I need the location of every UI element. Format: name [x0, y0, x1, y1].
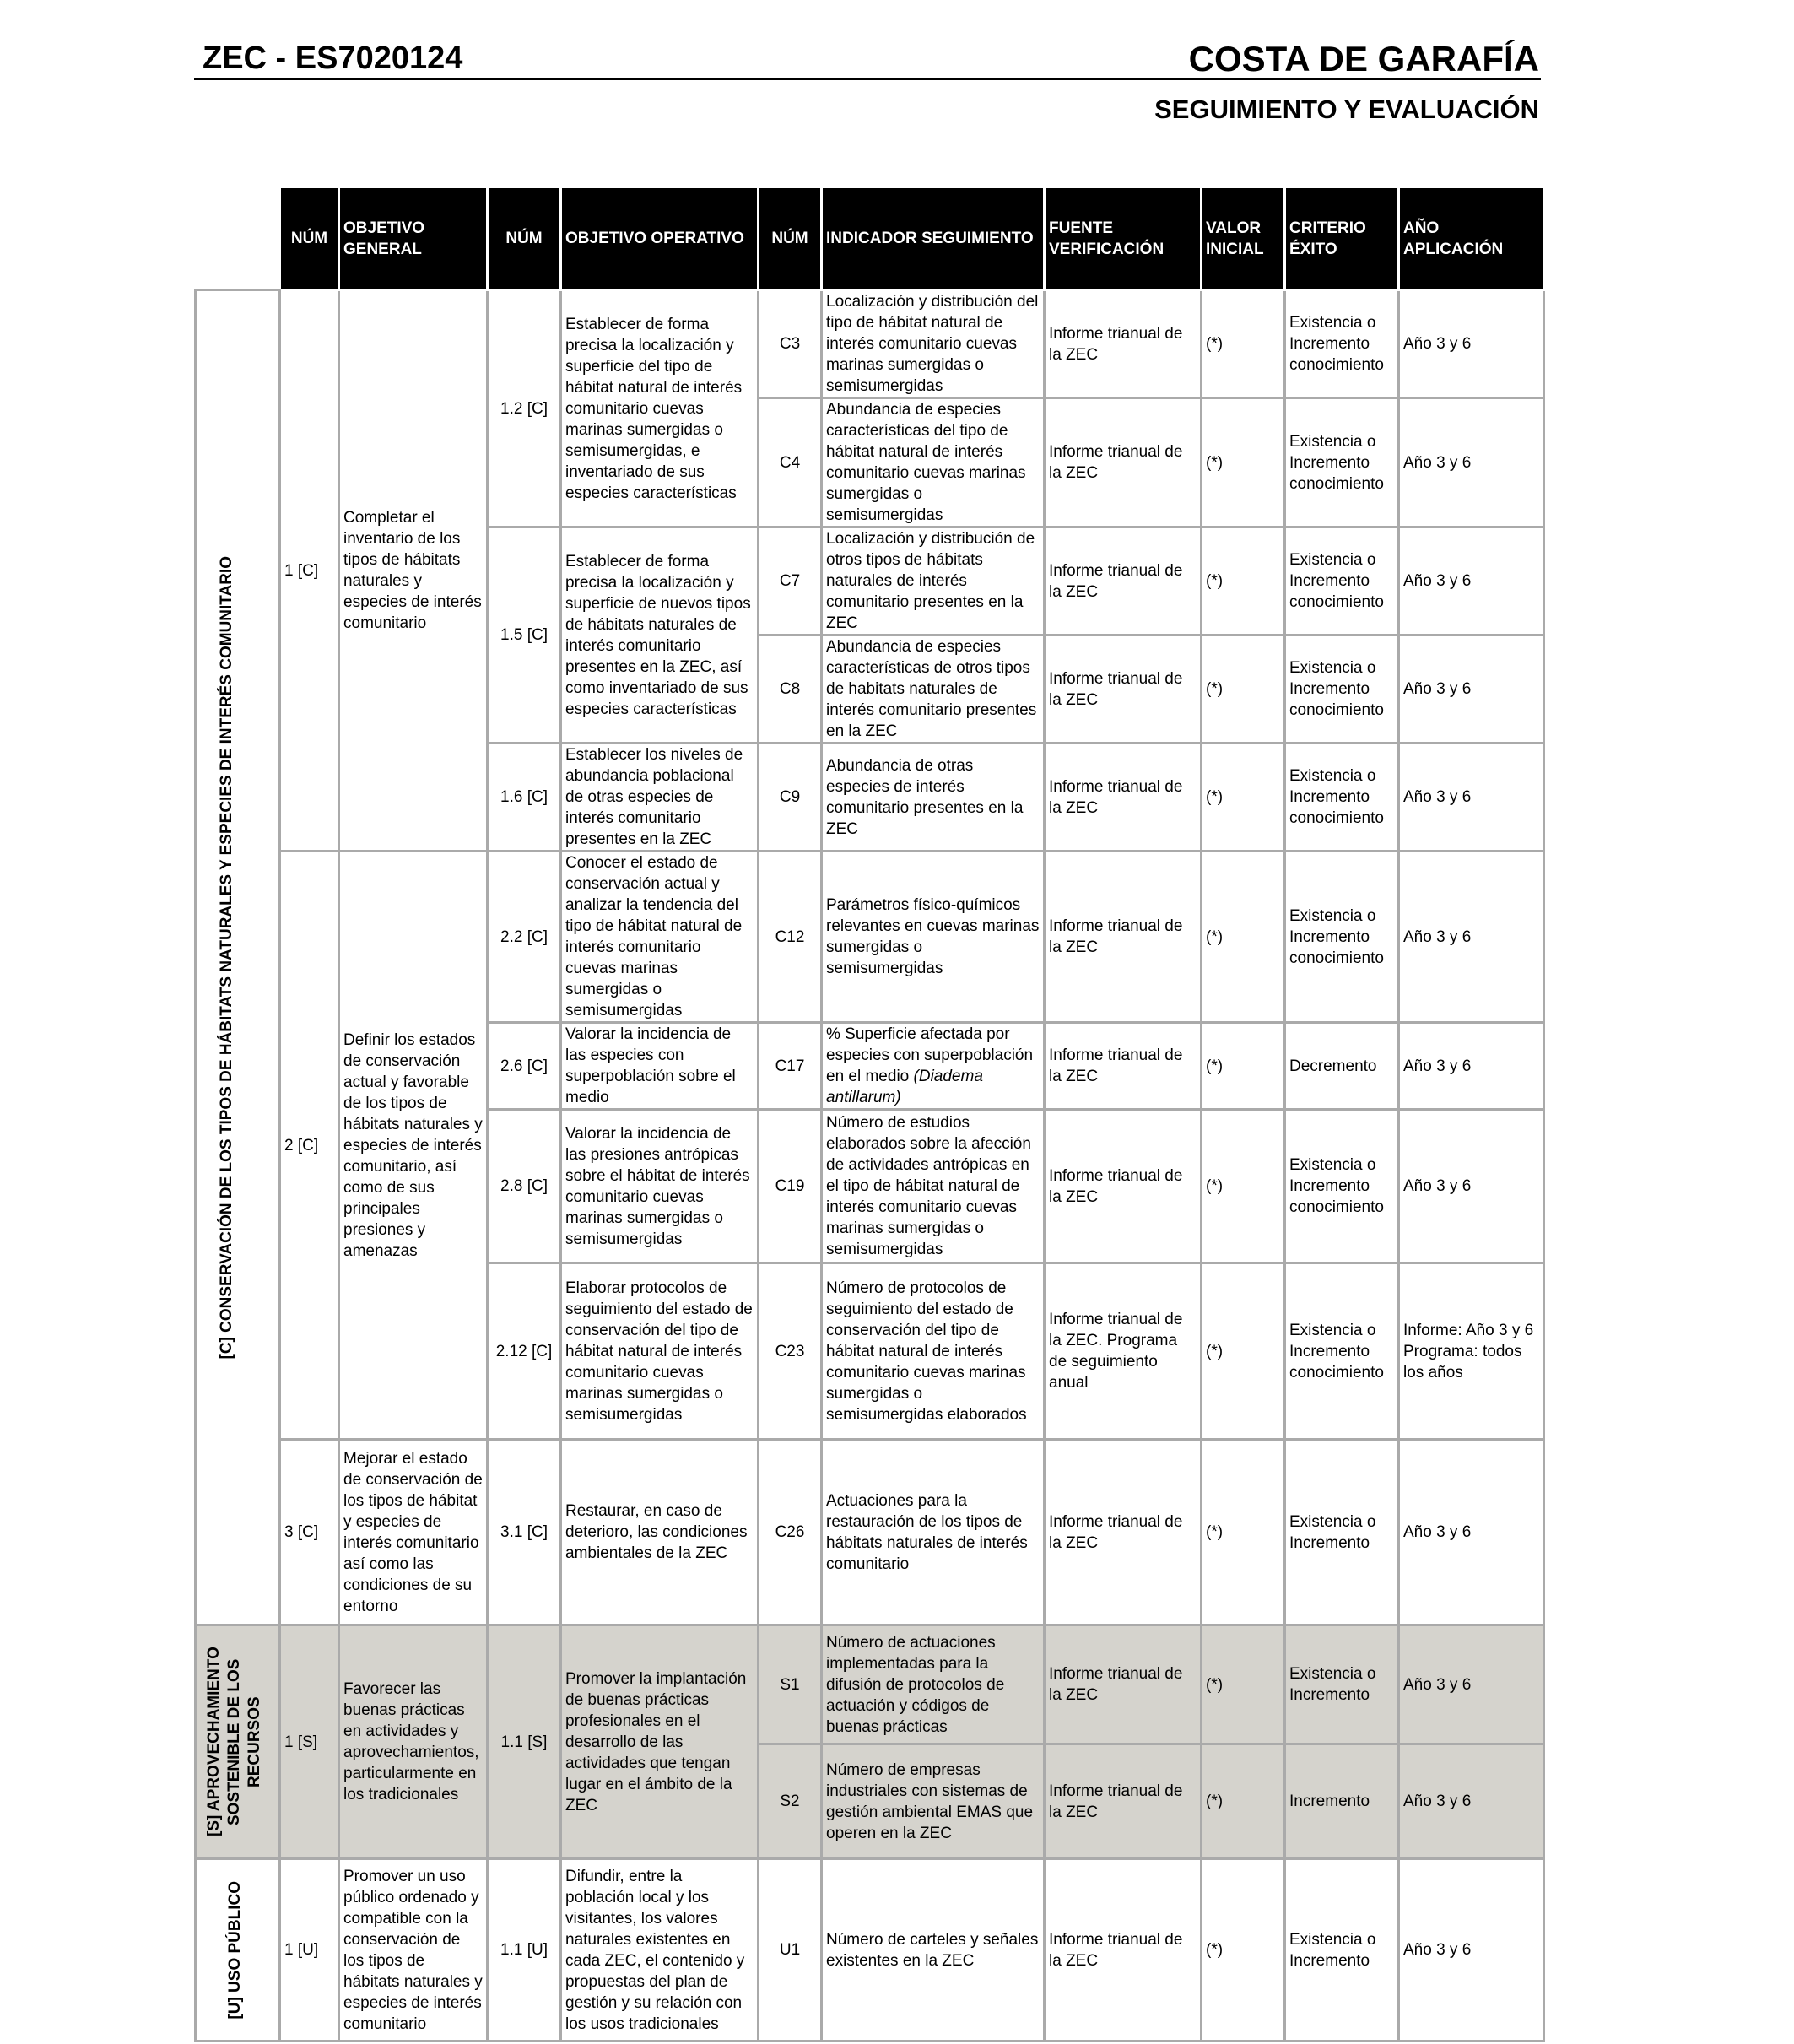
table-header-row — [196, 187, 1544, 290]
species-name: (Diadema antillarum) — [826, 1068, 983, 1106]
indicator-initial: (*) — [1202, 744, 1285, 852]
op-text: Establecer de forma precisa la localización y superficie del tipo de hábitat natural de interés comunitario cuevas marinas sumergidas o semisumergidas, e inventariado de sus especies características — [561, 290, 759, 527]
op-text: Valorar la incidencia de las especies con superpoblación sobre el medio — [561, 1023, 759, 1110]
indicator-criterion: Existencia o Incremento — [1285, 1625, 1399, 1744]
zec-code: ZEC - ES7020124 — [203, 41, 463, 76]
indicator-criterion: Existencia o Incremento conocimiento — [1285, 290, 1399, 398]
goal-text: Promover un uso público ordenado y compatible con la conservación de los tipos de hábitats naturales y especies de interés comunitario — [339, 1859, 488, 2041]
indicator-num: C26 — [759, 1440, 822, 1625]
indicator-num: C3 — [759, 290, 822, 398]
table-row — [196, 852, 1544, 1023]
indicator-initial: (*) — [1202, 852, 1285, 1023]
op-num: 2.2 [C] — [488, 852, 561, 1023]
indicator-text: Localización y distribución de otros tipos de hábitats naturales de interés comunitario presentes en la ZEC — [822, 527, 1045, 635]
op-text: Establecer los niveles de abundancia poblacional de otras especies de interés comunitario presentes en la ZEC — [561, 744, 759, 852]
indicator-criterion: Existencia o Incremento conocimiento — [1285, 1263, 1399, 1440]
indicator-source: Informe trianual de la ZEC. Programa de seguimiento anual — [1045, 1263, 1202, 1440]
section-conservation: [C] CONSERVACIÓN DE LOS TIPOS DE HÁBITATS NATURALES Y ESPECIES DE INTERÉS COMUNITARIO — [196, 290, 280, 1625]
op-text: Restaurar, en caso de deterioro, las condiciones ambientales de la ZEC — [561, 1440, 759, 1625]
header-blank — [196, 187, 280, 290]
op-num: 1.6 [C] — [488, 744, 561, 852]
col-general-objective: OBJETIVO GENERAL — [339, 187, 488, 290]
goal-text: Definir los estados de conservación actual y favorable de los tipos de hábitats naturales y especies de interés comunitario, así como de sus principales presiones y amenazas — [339, 852, 488, 1440]
col-operative-objective: OBJETIVO OPERATIVO — [561, 187, 759, 290]
indicator-num: C23 — [759, 1263, 822, 1440]
indicator-year: Año 3 y 6 — [1399, 527, 1544, 635]
indicator-year: Año 3 y 6 — [1399, 290, 1544, 398]
indicator-initial: (*) — [1202, 1625, 1285, 1744]
indicator-source: Informe trianual de la ZEC — [1045, 1625, 1202, 1744]
indicator-text: Parámetros físico-químicos relevantes en cuevas marinas sumergidas o semisumergidas — [822, 852, 1045, 1023]
op-num: 2.6 [C] — [488, 1023, 561, 1110]
indicator-initial: (*) — [1202, 635, 1285, 744]
col-num-goal: NÚM — [280, 187, 339, 290]
indicator-criterion: Existencia o Incremento conocimiento — [1285, 635, 1399, 744]
indicator-text — [822, 1023, 1045, 1110]
indicator-initial: (*) — [1202, 1744, 1285, 1859]
indicator-num: C9 — [759, 744, 822, 852]
indicator-criterion: Existencia o Incremento conocimiento — [1285, 527, 1399, 635]
indicator-criterion: Decremento — [1285, 1023, 1399, 1110]
indicator-num: C12 — [759, 852, 822, 1023]
indicator-source: Informe trianual de la ZEC — [1045, 852, 1202, 1023]
op-text: Promover la implantación de buenas prácticas profesionales en el desarrollo de las actividades que tengan lugar en el ámbito de la ZEC — [561, 1625, 759, 1859]
indicator-year: Año 3 y 6 — [1399, 1744, 1544, 1859]
indicator-source: Informe trianual de la ZEC — [1045, 744, 1202, 852]
indicator-year: Año 3 y 6 — [1399, 1625, 1544, 1744]
indicator-initial: (*) — [1202, 1440, 1285, 1625]
op-num: 1.5 [C] — [488, 527, 561, 744]
indicator-num: S2 — [759, 1744, 822, 1859]
indicator-text: Abundancia de especies características del tipo de hábitat natural de interés comunitario cuevas marinas sumergidas o semisumergidas — [822, 398, 1045, 527]
indicator-text: Actuaciones para la restauración de los tipos de hábitats naturales de interés comunitario — [822, 1440, 1045, 1625]
table-row — [196, 1440, 1544, 1625]
indicator-source: Informe trianual de la ZEC — [1045, 527, 1202, 635]
indicator-text: Número de empresas industriales con sistemas de gestión ambiental EMAS que operen en la ZEC — [822, 1744, 1045, 1859]
indicator-text-main: % Superficie afectada por especies con superpoblación en el medio — [826, 1025, 1034, 1085]
indicator-criterion: Existencia o Incremento — [1285, 1859, 1399, 2041]
goal-text: Completar el inventario de los tipos de hábitats naturales y especies de interés comunitario — [339, 290, 488, 852]
op-text: Conocer el estado de conservación actual y analizar la tendencia del tipo de hábitat natural de interés comunitario cuevas marinas sumergidas o semisumergidas — [561, 852, 759, 1023]
indicator-year: Año 3 y 6 — [1399, 744, 1544, 852]
header-rule — [194, 78, 1541, 80]
goal-num: 2 [C] — [280, 852, 339, 1440]
goal-num: 1 [S] — [280, 1625, 339, 1859]
indicator-text: Abundancia de especies características de otros tipos de habitats naturales de interés comunitario presentes en la ZEC — [822, 635, 1045, 744]
indicator-source: Informe trianual de la ZEC — [1045, 1110, 1202, 1263]
indicator-text: Abundancia de otras especies de interés comunitario presentes en la ZEC — [822, 744, 1045, 852]
site-name: COSTA DE GARAFÍA — [1188, 39, 1539, 78]
indicator-source: Informe trianual de la ZEC — [1045, 290, 1202, 398]
goal-text: Mejorar el estado de conservación de los tipos de hábitat y especies de interés comunitario así como las condiciones de su entorno — [339, 1440, 488, 1625]
col-criterion: CRITERIO ÉXITO — [1285, 187, 1399, 290]
goal-num: 1 [U] — [280, 1859, 339, 2041]
indicator-year: Informe: Año 3 y 6 Programa: todos los años — [1399, 1263, 1544, 1440]
col-num-indicator: NÚM — [759, 187, 822, 290]
op-num: 1.1 [U] — [488, 1859, 561, 2041]
indicator-text: Localización y distribución del tipo de hábitat natural de interés comunitario cuevas marinas sumergidas o semisumergidas — [822, 290, 1045, 398]
indicator-initial: (*) — [1202, 1263, 1285, 1440]
indicator-text: Número de actuaciones implementadas para la difusión de protocolos de actuación y códigos de buenas prácticas — [822, 1625, 1045, 1744]
indicator-criterion: Existencia o Incremento conocimiento — [1285, 744, 1399, 852]
indicator-criterion: Incremento — [1285, 1744, 1399, 1859]
goal-num: 1 [C] — [280, 290, 339, 852]
col-source: FUENTE VERIFICACIÓN — [1045, 187, 1202, 290]
indicator-criterion: Existencia o Incremento conocimiento — [1285, 1110, 1399, 1263]
indicator-initial: (*) — [1202, 290, 1285, 398]
op-num: 3.1 [C] — [488, 1440, 561, 1625]
page-subtitle: SEGUIMIENTO Y EVALUACIÓN — [1154, 95, 1539, 124]
op-text: Valorar la incidencia de las presiones antrópicas sobre el hábitat de interés comunitario cuevas marinas sumergidas o semisumergidas — [561, 1110, 759, 1263]
indicator-num: C4 — [759, 398, 822, 527]
table-row — [196, 290, 1544, 398]
indicator-initial: (*) — [1202, 1859, 1285, 2041]
table-row — [196, 1859, 1544, 2041]
indicator-text: Número de protocolos de seguimiento del estado de conservación del tipo de hábitat natural de interés comunitario cuevas marinas sumergidas o semisumergidas elaborados — [822, 1263, 1045, 1440]
op-num: 2.12 [C] — [488, 1263, 561, 1440]
indicator-year: Año 3 y 6 — [1399, 1859, 1544, 2041]
op-text: Establecer de forma precisa la localización y superficie de nuevos tipos de hábitats naturales de interés comunitario presentes en la ZEC, así como inventariado de sus especies características — [561, 527, 759, 744]
indicator-num: C17 — [759, 1023, 822, 1110]
col-indicator: INDICADOR SEGUIMIENTO — [822, 187, 1045, 290]
indicator-source: Informe trianual de la ZEC — [1045, 635, 1202, 744]
indicator-source: Informe trianual de la ZEC — [1045, 1440, 1202, 1625]
goal-num: 3 [C] — [280, 1440, 339, 1625]
col-initial-value: VALOR INICIAL — [1202, 187, 1285, 290]
indicator-source: Informe trianual de la ZEC — [1045, 1744, 1202, 1859]
indicator-num: C19 — [759, 1110, 822, 1263]
indicator-text: Número de carteles y señales existentes en la ZEC — [822, 1859, 1045, 2041]
indicator-year: Año 3 y 6 — [1399, 1110, 1544, 1263]
monitoring-table — [194, 186, 1545, 2042]
indicator-year: Año 3 y 6 — [1399, 398, 1544, 527]
op-num: 1.1 [S] — [488, 1625, 561, 1859]
indicator-source: Informe trianual de la ZEC — [1045, 398, 1202, 527]
indicator-criterion: Existencia o Incremento — [1285, 1440, 1399, 1625]
indicator-num: C7 — [759, 527, 822, 635]
op-text: Difundir, entre la población local y los visitantes, los valores naturales existentes en cada ZEC, el contenido y propuestas del plan de gestión y su relación con los usos tradicionales — [561, 1859, 759, 2041]
indicator-year: Año 3 y 6 — [1399, 852, 1544, 1023]
table-row — [196, 1625, 1544, 1744]
indicator-source: Informe trianual de la ZEC — [1045, 1023, 1202, 1110]
col-num-op: NÚM — [488, 187, 561, 290]
indicator-source: Informe trianual de la ZEC — [1045, 1859, 1202, 2041]
indicator-num: S1 — [759, 1625, 822, 1744]
indicator-initial: (*) — [1202, 398, 1285, 527]
section-sustainable-use: [S] APROVECHAMIENTO SOSTENIBLE DE LOS RECURSOS — [196, 1625, 280, 1859]
indicator-criterion: Existencia o Incremento conocimiento — [1285, 398, 1399, 527]
indicator-criterion: Existencia o Incremento conocimiento — [1285, 852, 1399, 1023]
indicator-num: C8 — [759, 635, 822, 744]
op-text: Elaborar protocolos de seguimiento del estado de conservación del tipo de hábitat natural de interés comunitario cuevas marinas sumergidas o semisumergidas — [561, 1263, 759, 1440]
op-num: 2.8 [C] — [488, 1110, 561, 1263]
indicator-year: Año 3 y 6 — [1399, 635, 1544, 744]
indicator-year: Año 3 y 6 — [1399, 1440, 1544, 1625]
indicator-initial: (*) — [1202, 1023, 1285, 1110]
indicator-initial: (*) — [1202, 527, 1285, 635]
indicator-year: Año 3 y 6 — [1399, 1023, 1544, 1110]
section-public-use: [U] USO PÚBLICO — [196, 1859, 280, 2041]
indicator-initial: (*) — [1202, 1110, 1285, 1263]
op-num: 1.2 [C] — [488, 290, 561, 527]
indicator-num: U1 — [759, 1859, 822, 2041]
indicator-text: Número de estudios elaborados sobre la afección de actividades antrópicas en el tipo de hábitat natural de interés comunitario cuevas marinas sumergidas o semisumergidas — [822, 1110, 1045, 1263]
col-year: AÑO APLICACIÓN — [1399, 187, 1544, 290]
goal-text: Favorecer las buenas prácticas en actividades y aprovechamientos, particularmente en los tradicionales — [339, 1625, 488, 1859]
